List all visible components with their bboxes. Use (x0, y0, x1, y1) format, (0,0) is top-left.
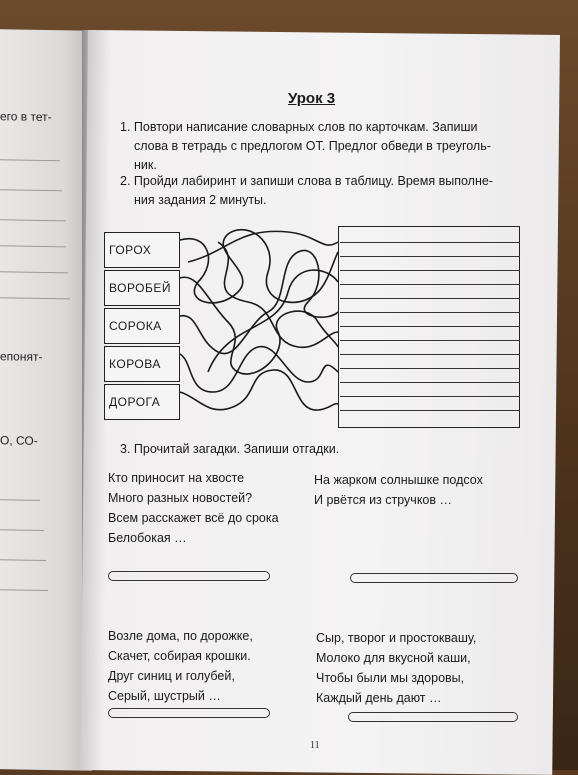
left-page-text: его в тет- (0, 109, 52, 125)
answer-line (340, 326, 520, 327)
answer-line (340, 368, 520, 369)
answer-line (340, 256, 520, 257)
left-page-text: О, СО- (0, 433, 38, 448)
maze-lines (178, 222, 340, 432)
riddle-3 (108, 626, 253, 706)
maze-word-box (104, 308, 180, 344)
task-2-line: ния задания 2 минуты. (134, 193, 267, 207)
task-2 (120, 172, 493, 210)
riddle-line: Чтобы были мы здоровы, (316, 671, 465, 685)
riddle-1-answer[interactable] (108, 571, 270, 581)
answer-line (340, 396, 520, 397)
riddle-line: Белобокая … (108, 531, 187, 545)
task-3: 3. Прочитай загадки. Запиши отгадки. (120, 442, 340, 456)
lesson-title: Урок 3 (288, 90, 336, 107)
answer-line (340, 354, 520, 355)
left-page (0, 29, 92, 771)
riddle-line: Серый, шустрый … (108, 689, 221, 703)
maze-word-box (104, 384, 180, 420)
riddle-line: Всем расскажет всё до срока (108, 511, 279, 525)
riddle-line: Друг синиц и голубей, (108, 669, 235, 683)
answer-line (340, 382, 520, 383)
left-page-line (0, 189, 62, 191)
riddle-line: Скачет, собирая крошки. (108, 649, 251, 663)
task-1-line: 1. Повтори написание словарных слов по карточкам. Запиши (120, 120, 478, 134)
task-1-line: ник. (134, 158, 157, 172)
task-1-line: слова в тетрадь с предлогом ОТ. Предлог обведи в треуголь- (134, 139, 491, 153)
riddle-line: Кто приносит на хвосте (108, 471, 245, 485)
answer-line (340, 340, 520, 341)
maze-word: КОРОВА (109, 357, 161, 371)
riddle-line: Каждый день дают … (316, 691, 442, 705)
left-page-line (0, 245, 66, 247)
maze-word-box (104, 232, 180, 268)
riddle-line: Возле дома, по дорожке, (108, 629, 253, 643)
maze-word: ДОРОГА (109, 395, 161, 409)
left-page-line (0, 589, 48, 591)
left-page-line (0, 559, 46, 561)
answer-line (340, 242, 520, 243)
left-page-line (0, 499, 40, 501)
maze-word: ГОРОХ (109, 243, 152, 257)
riddle-4 (316, 628, 476, 708)
riddle-line: На жарком солнышке подсох (314, 473, 483, 487)
riddle-line: И рвётся из стручков … (314, 493, 452, 507)
page-number: 11 (310, 740, 320, 751)
riddle-line: Молоко для вкусной каши, (316, 651, 471, 665)
riddle-2 (314, 470, 483, 510)
answer-line (340, 312, 520, 313)
riddle-1 (108, 468, 279, 548)
answer-line (340, 270, 520, 271)
answer-line (340, 284, 520, 285)
task-1 (120, 118, 491, 175)
riddle-line: Много разных новостей? (108, 491, 253, 505)
maze-word-box (104, 346, 180, 382)
answer-line (340, 298, 520, 299)
maze-path (180, 347, 338, 392)
left-page-line (0, 297, 70, 299)
left-page-text: епонят- (0, 349, 43, 364)
maze-word-box (104, 270, 180, 306)
task-2-line: 2. Пройди лабиринт и запиши слова в таблицу. Время выполне- (120, 174, 493, 188)
answer-line (340, 410, 520, 411)
left-page-line (0, 219, 66, 221)
left-page-line (0, 529, 44, 531)
maze-word: ВОРОБЕЙ (109, 281, 172, 295)
left-page-line (0, 159, 60, 161)
riddle-4-answer[interactable] (348, 712, 518, 722)
riddle-line: Сыр, творог и простоквашу, (316, 631, 477, 645)
maze-word: СОРОКА (109, 319, 162, 333)
riddle-2-answer[interactable] (350, 573, 518, 583)
left-page-line (0, 271, 68, 273)
riddle-3-answer[interactable] (108, 708, 270, 718)
